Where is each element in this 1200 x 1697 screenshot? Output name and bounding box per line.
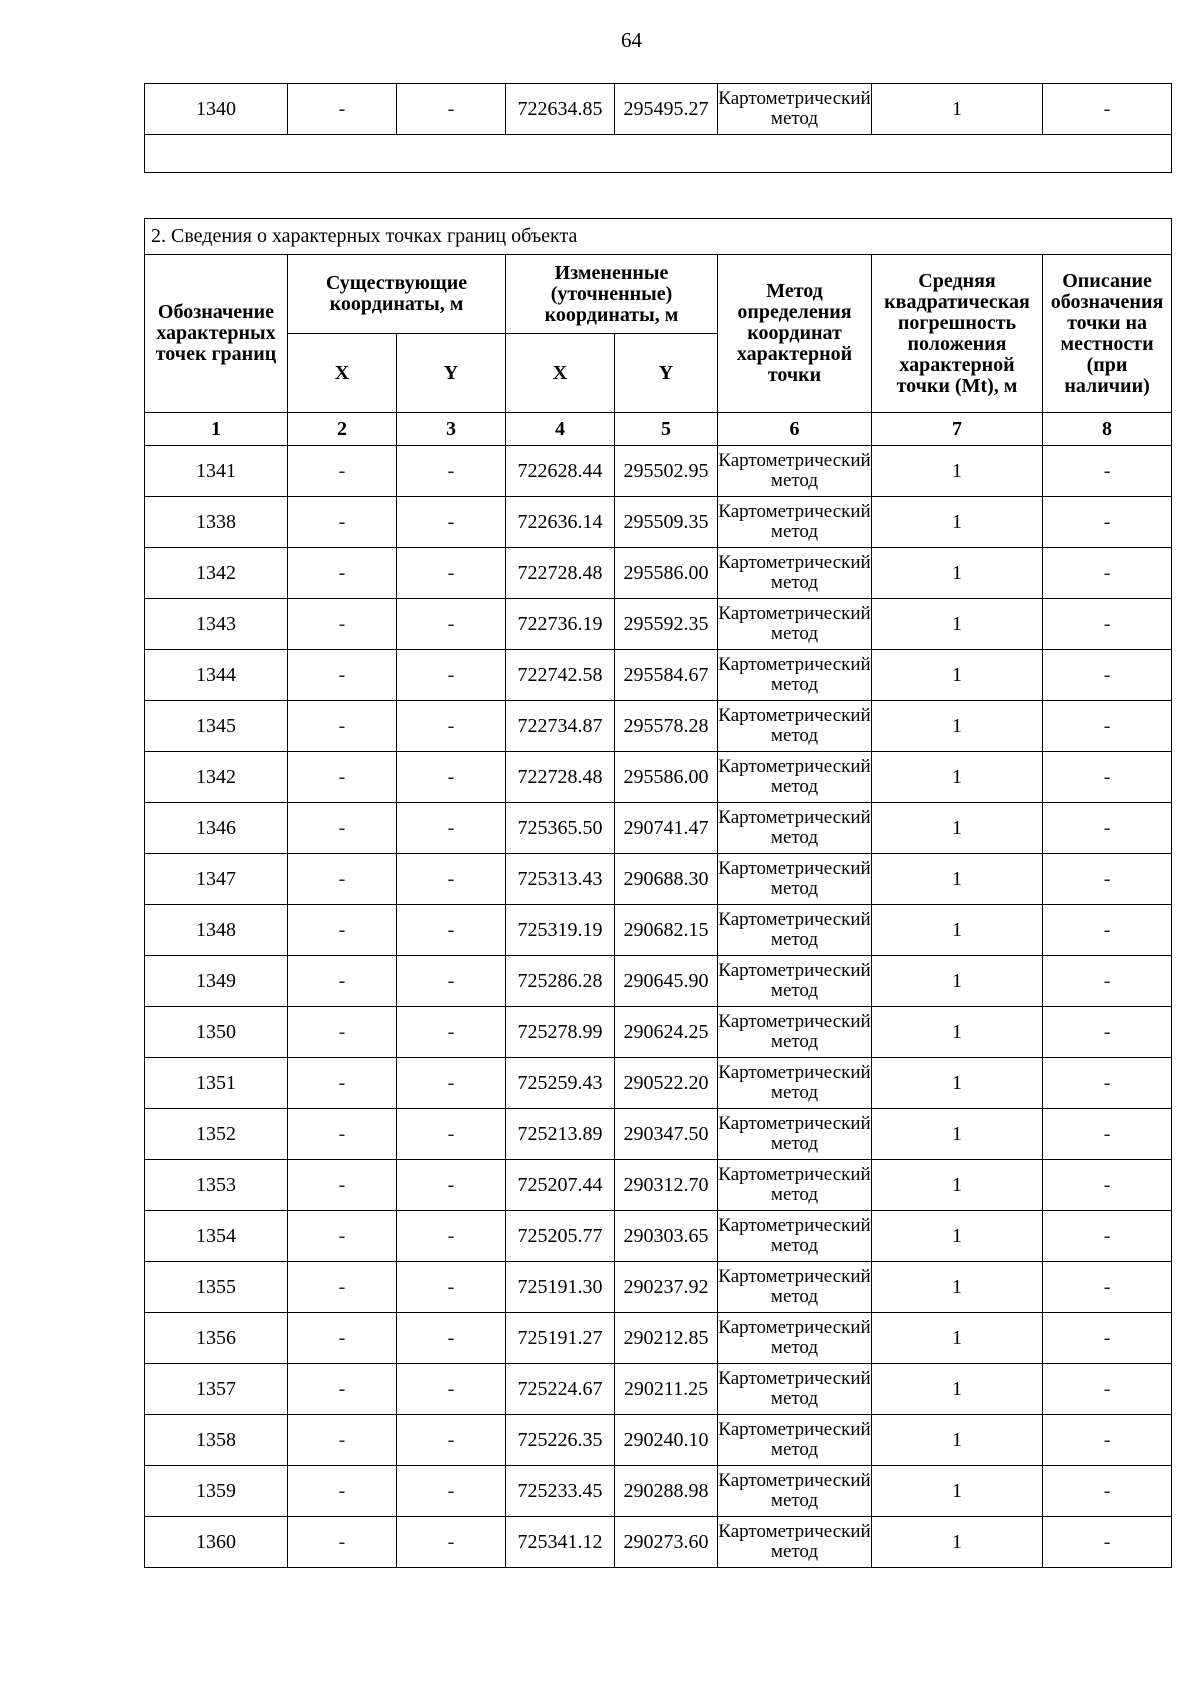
table-row <box>145 1466 1172 1517</box>
x-cell: 722636.14 <box>506 497 615 548</box>
error-cell: 1 <box>872 803 1043 854</box>
x-cell: 725226.35 <box>506 1415 615 1466</box>
existing-x-cell: - <box>288 1058 397 1109</box>
error-cell: 1 <box>872 446 1043 497</box>
method-cell: Картометрический метод <box>718 548 872 599</box>
method-cell: Картометрический метод <box>718 701 872 752</box>
description-cell: - <box>1043 752 1172 803</box>
x-cell: 725205.77 <box>506 1211 615 1262</box>
header-designation: Обозначение характерных точек границ <box>145 255 288 413</box>
method-cell: Картометрический метод <box>718 599 872 650</box>
column-number: 8 <box>1043 413 1172 446</box>
method-cell: Картометрический метод <box>718 446 872 497</box>
existing-y-cell: - <box>397 84 506 135</box>
column-number: 1 <box>145 413 288 446</box>
method-cell: Картометрический метод <box>718 956 872 1007</box>
method-cell: Картометрический метод <box>718 650 872 701</box>
description-cell: - <box>1043 701 1172 752</box>
table-row <box>145 446 1172 497</box>
x-cell: 725313.43 <box>506 854 615 905</box>
empty-row <box>145 135 1172 173</box>
description-cell: - <box>1043 548 1172 599</box>
table-row <box>145 1364 1172 1415</box>
existing-y-cell: - <box>397 497 506 548</box>
description-cell: - <box>1043 1262 1172 1313</box>
description-cell: - <box>1043 1364 1172 1415</box>
y-cell: 290273.60 <box>615 1517 718 1568</box>
description-cell: - <box>1043 803 1172 854</box>
description-cell: - <box>1043 497 1172 548</box>
existing-x-cell: - <box>288 1160 397 1211</box>
x-cell: 725286.28 <box>506 956 615 1007</box>
method-cell: Картометрический метод <box>718 84 872 135</box>
description-cell: - <box>1043 1109 1172 1160</box>
point-cell: 1347 <box>145 854 288 905</box>
x-cell: 722634.85 <box>506 84 615 135</box>
x-cell: 722728.48 <box>506 752 615 803</box>
column-number: 4 <box>506 413 615 446</box>
table-row <box>145 956 1172 1007</box>
existing-x-cell: - <box>288 1109 397 1160</box>
existing-y-cell: - <box>397 1109 506 1160</box>
section-title: 2. Сведения о характерных точках границ объекта <box>145 219 1172 255</box>
existing-y-cell: - <box>397 1364 506 1415</box>
table-row <box>145 1058 1172 1109</box>
y-cell: 290347.50 <box>615 1109 718 1160</box>
point-cell: 1351 <box>145 1058 288 1109</box>
y-cell: 290211.25 <box>615 1364 718 1415</box>
existing-x-cell: - <box>288 752 397 803</box>
table-row <box>145 599 1172 650</box>
column-number: 2 <box>288 413 397 446</box>
existing-y-cell: - <box>397 1262 506 1313</box>
error-cell: 1 <box>872 1517 1043 1568</box>
existing-y-cell: - <box>397 905 506 956</box>
error-cell: 1 <box>872 1160 1043 1211</box>
y-cell: 290303.65 <box>615 1211 718 1262</box>
error-cell: 1 <box>872 1415 1043 1466</box>
method-cell: Картометрический метод <box>718 1517 872 1568</box>
y-cell: 295495.27 <box>615 84 718 135</box>
point-cell: 1358 <box>145 1415 288 1466</box>
header-changed: Измененные (уточненные) координаты, м <box>506 255 718 334</box>
boundary-points-table <box>144 218 1172 1568</box>
existing-y-cell: - <box>397 599 506 650</box>
description-cell: - <box>1043 1211 1172 1262</box>
description-cell: - <box>1043 599 1172 650</box>
table-row <box>145 650 1172 701</box>
point-cell: 1348 <box>145 905 288 956</box>
table-row <box>145 1109 1172 1160</box>
x-cell: 725259.43 <box>506 1058 615 1109</box>
x-cell: 725319.19 <box>506 905 615 956</box>
description-cell: - <box>1043 905 1172 956</box>
point-cell: 1355 <box>145 1262 288 1313</box>
y-cell: 290624.25 <box>615 1007 718 1058</box>
existing-y-cell: - <box>397 1415 506 1466</box>
existing-x-cell: - <box>288 1364 397 1415</box>
point-cell: 1344 <box>145 650 288 701</box>
point-cell: 1350 <box>145 1007 288 1058</box>
existing-x-cell: - <box>288 497 397 548</box>
point-cell: 1354 <box>145 1211 288 1262</box>
error-cell: 1 <box>872 1211 1043 1262</box>
error-cell: 1 <box>872 905 1043 956</box>
table-row <box>145 1415 1172 1466</box>
point-cell: 1341 <box>145 446 288 497</box>
description-cell: - <box>1043 1517 1172 1568</box>
point-cell: 1349 <box>145 956 288 1007</box>
error-cell: 1 <box>872 1364 1043 1415</box>
point-cell: 1360 <box>145 1517 288 1568</box>
y-cell: 290212.85 <box>615 1313 718 1364</box>
error-cell: 1 <box>872 599 1043 650</box>
header-existing: Существующие координаты, м <box>288 255 506 334</box>
header-changed-y: Y <box>615 334 718 413</box>
point-cell: 1359 <box>145 1466 288 1517</box>
existing-x-cell: - <box>288 701 397 752</box>
method-cell: Картометрический метод <box>718 1262 872 1313</box>
x-cell: 725233.45 <box>506 1466 615 1517</box>
existing-x-cell: - <box>288 803 397 854</box>
column-number: 5 <box>615 413 718 446</box>
existing-x-cell: - <box>288 84 397 135</box>
existing-y-cell: - <box>397 446 506 497</box>
column-number: 6 <box>718 413 872 446</box>
y-cell: 290688.30 <box>615 854 718 905</box>
description-cell: - <box>1043 1160 1172 1211</box>
y-cell: 290645.90 <box>615 956 718 1007</box>
method-cell: Картометрический метод <box>718 1364 872 1415</box>
x-cell: 725341.12 <box>506 1517 615 1568</box>
description-cell: - <box>1043 1313 1172 1364</box>
description-cell: - <box>1043 1466 1172 1517</box>
y-cell: 295584.67 <box>615 650 718 701</box>
x-cell: 725278.99 <box>506 1007 615 1058</box>
y-cell: 295578.28 <box>615 701 718 752</box>
error-cell: 1 <box>872 701 1043 752</box>
point-cell: 1352 <box>145 1109 288 1160</box>
error-cell: 1 <box>872 1058 1043 1109</box>
point-cell: 1357 <box>145 1364 288 1415</box>
description-cell: - <box>1043 1058 1172 1109</box>
y-cell: 290288.98 <box>615 1466 718 1517</box>
description-cell: - <box>1043 854 1172 905</box>
existing-y-cell: - <box>397 1517 506 1568</box>
existing-y-cell: - <box>397 1058 506 1109</box>
existing-x-cell: - <box>288 1313 397 1364</box>
x-cell: 725207.44 <box>506 1160 615 1211</box>
existing-x-cell: - <box>288 1517 397 1568</box>
header-error: Средняя квадратическая погрешность положения характерной точки (Mt), м <box>872 255 1043 413</box>
existing-y-cell: - <box>397 956 506 1007</box>
x-cell: 725191.30 <box>506 1262 615 1313</box>
existing-y-cell: - <box>397 701 506 752</box>
y-cell: 295592.35 <box>615 599 718 650</box>
method-cell: Картометрический метод <box>718 854 872 905</box>
y-cell: 290682.15 <box>615 905 718 956</box>
existing-y-cell: - <box>397 548 506 599</box>
error-cell: 1 <box>872 1262 1043 1313</box>
y-cell: 295586.00 <box>615 752 718 803</box>
x-cell: 725224.67 <box>506 1364 615 1415</box>
description-cell: - <box>1043 650 1172 701</box>
header-existing-x: X <box>288 334 397 413</box>
section-title-row <box>145 219 1172 255</box>
y-cell: 290312.70 <box>615 1160 718 1211</box>
error-cell: 1 <box>872 548 1043 599</box>
table-row <box>145 905 1172 956</box>
method-cell: Картометрический метод <box>718 752 872 803</box>
header-existing-y: Y <box>397 334 506 413</box>
table-row <box>145 803 1172 854</box>
table-row <box>145 1007 1172 1058</box>
existing-x-cell: - <box>288 599 397 650</box>
continuation-table <box>144 83 1172 173</box>
x-cell: 725191.27 <box>506 1313 615 1364</box>
existing-x-cell: - <box>288 905 397 956</box>
table-row <box>145 854 1172 905</box>
existing-y-cell: - <box>397 1466 506 1517</box>
table-row <box>145 752 1172 803</box>
table-row <box>145 497 1172 548</box>
method-cell: Картометрический метод <box>718 497 872 548</box>
method-cell: Картометрический метод <box>718 1160 872 1211</box>
empty-cell <box>145 135 1172 173</box>
y-cell: 295502.95 <box>615 446 718 497</box>
existing-y-cell: - <box>397 752 506 803</box>
point-cell: 1342 <box>145 752 288 803</box>
header-method: Метод определения координат характерной точки <box>718 255 872 413</box>
method-cell: Картометрический метод <box>718 1211 872 1262</box>
existing-x-cell: - <box>288 548 397 599</box>
existing-x-cell: - <box>288 1466 397 1517</box>
table-row <box>145 1517 1172 1568</box>
x-cell: 722736.19 <box>506 599 615 650</box>
method-cell: Картометрический метод <box>718 803 872 854</box>
point-cell: 1353 <box>145 1160 288 1211</box>
existing-x-cell: - <box>288 446 397 497</box>
method-cell: Картометрический метод <box>718 1109 872 1160</box>
error-cell: 1 <box>872 854 1043 905</box>
y-cell: 290741.47 <box>615 803 718 854</box>
header-changed-x: X <box>506 334 615 413</box>
point-cell: 1343 <box>145 599 288 650</box>
existing-y-cell: - <box>397 1160 506 1211</box>
existing-x-cell: - <box>288 1262 397 1313</box>
x-cell: 722742.58 <box>506 650 615 701</box>
existing-y-cell: - <box>397 650 506 701</box>
error-cell: 1 <box>872 1313 1043 1364</box>
existing-y-cell: - <box>397 803 506 854</box>
error-cell: 1 <box>872 1109 1043 1160</box>
description-cell: - <box>1043 84 1172 135</box>
point-cell: 1340 <box>145 84 288 135</box>
header-description: Описание обозначения точки на местности (при наличии) <box>1043 255 1172 413</box>
point-cell: 1346 <box>145 803 288 854</box>
description-cell: - <box>1043 956 1172 1007</box>
method-cell: Картометрический метод <box>718 1058 872 1109</box>
existing-x-cell: - <box>288 956 397 1007</box>
y-cell: 290240.10 <box>615 1415 718 1466</box>
point-cell: 1338 <box>145 497 288 548</box>
table-row <box>145 701 1172 752</box>
y-cell: 295509.35 <box>615 497 718 548</box>
error-cell: 1 <box>872 956 1043 1007</box>
x-cell: 725365.50 <box>506 803 615 854</box>
point-cell: 1342 <box>145 548 288 599</box>
y-cell: 290237.92 <box>615 1262 718 1313</box>
existing-y-cell: - <box>397 1007 506 1058</box>
existing-x-cell: - <box>288 650 397 701</box>
table-row <box>145 84 1172 135</box>
table-row <box>145 1313 1172 1364</box>
x-cell: 722734.87 <box>506 701 615 752</box>
header-number-row <box>145 413 1172 446</box>
table-row <box>145 1211 1172 1262</box>
point-cell: 1345 <box>145 701 288 752</box>
description-cell: - <box>1043 1007 1172 1058</box>
table-body <box>145 446 1172 1568</box>
table-row <box>145 548 1172 599</box>
x-cell: 722628.44 <box>506 446 615 497</box>
point-cell: 1356 <box>145 1313 288 1364</box>
existing-y-cell: - <box>397 1211 506 1262</box>
method-cell: Картометрический метод <box>718 1466 872 1517</box>
error-cell: 1 <box>872 752 1043 803</box>
description-cell: - <box>1043 1415 1172 1466</box>
page-number: 64 <box>621 28 642 52</box>
x-cell: 722728.48 <box>506 548 615 599</box>
method-cell: Картометрический метод <box>718 1007 872 1058</box>
table-row <box>145 1160 1172 1211</box>
existing-x-cell: - <box>288 854 397 905</box>
error-cell: 1 <box>872 1466 1043 1517</box>
description-cell: - <box>1043 446 1172 497</box>
column-number: 7 <box>872 413 1043 446</box>
x-cell: 725213.89 <box>506 1109 615 1160</box>
existing-x-cell: - <box>288 1211 397 1262</box>
existing-y-cell: - <box>397 854 506 905</box>
header-row-1 <box>145 255 1172 334</box>
y-cell: 290522.20 <box>615 1058 718 1109</box>
method-cell: Картометрический метод <box>718 1415 872 1466</box>
method-cell: Картометрический метод <box>718 1313 872 1364</box>
error-cell: 1 <box>872 650 1043 701</box>
y-cell: 295586.00 <box>615 548 718 599</box>
existing-y-cell: - <box>397 1313 506 1364</box>
error-cell: 1 <box>872 497 1043 548</box>
existing-x-cell: - <box>288 1415 397 1466</box>
column-number: 3 <box>397 413 506 446</box>
error-cell: 1 <box>872 1007 1043 1058</box>
method-cell: Картометрический метод <box>718 905 872 956</box>
table-row <box>145 1262 1172 1313</box>
existing-x-cell: - <box>288 1007 397 1058</box>
error-cell: 1 <box>872 84 1043 135</box>
